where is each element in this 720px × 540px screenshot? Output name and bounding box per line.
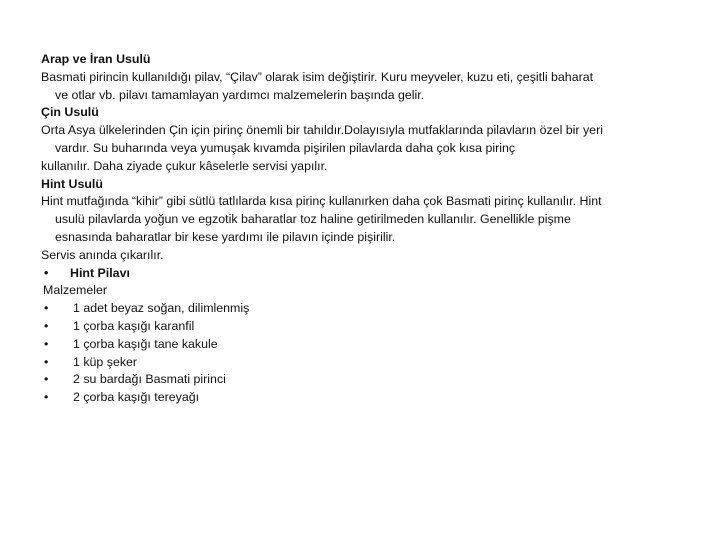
- list-item: [41, 354, 681, 372]
- hint-paragraph-line-2: usulü pilavlarda yoğun ve egzotik baharatlar toz haline getirilmeden kullanılır. Genellikle pişme: [55, 212, 571, 227]
- arap-paragraph-line-1: Basmati pirincin kullanıldığı pilav, “Çilav” olarak isim değiştirir. Kuru meyveler, kuzu eti, çeşitli baharat: [41, 69, 594, 84]
- ingredient-text: 2 çorba kaşığı tereyağı: [73, 390, 200, 405]
- ingredients-heading: Malzemeler: [43, 283, 108, 298]
- cin-heading: Çin Usulü: [41, 105, 99, 120]
- document-body: [41, 51, 681, 407]
- list-item: [41, 371, 681, 389]
- hint-paragraph-2: Servis anında çıkarılır.: [41, 247, 164, 262]
- hint-paragraph-line-1: Hint mutfağında “kihir” gibi sütlü tatlılarda kısa pirinç kullanırken daha çok Basmati pirinç kullanılır. Hint: [41, 194, 602, 209]
- cin-paragraph-line-2: vardır. Su buharında veya yumuşak kıvamda pişirilen pilavlarda daha çok kısa pirinç: [55, 140, 516, 155]
- bullet-icon: •: [44, 265, 49, 280]
- ingredient-text: 1 çorba kaşığı karanfil: [73, 318, 195, 333]
- arap-paragraph-line-2: ve otlar vb. pilavı tamamlayan yardımcı malzemelerin başında gelir.: [55, 87, 425, 102]
- ingredient-text: 1 çorba kaşığı tane kakule: [73, 336, 218, 351]
- recipe-title: Hint Pilavı: [70, 265, 130, 280]
- bullet-icon: •: [44, 372, 49, 387]
- ingredient-text: 1 küp şeker: [73, 354, 138, 369]
- ingredient-text: 2 su bardağı Basmati pirinci: [73, 372, 226, 387]
- ingredient-list: [41, 300, 681, 407]
- bullet-icon: •: [44, 336, 49, 351]
- list-item: [41, 336, 681, 354]
- ingredient-text: 1 adet beyaz soğan, dilimlenmiş: [73, 301, 250, 316]
- recipe-title-row: [41, 265, 681, 283]
- hint-heading: Hint Usulü: [41, 176, 103, 191]
- hint-paragraph-line-3: esnasında baharatlar bir kese yardımı ile pilavın içinde pişirilir.: [55, 229, 396, 244]
- cin-paragraph-line-1: Orta Asya ülkelerinden Çin için pirinç önemli bir tahıldır.Dolayısıyla mutfaklarında pilavların özel bir yeri: [41, 123, 603, 138]
- list-item: [41, 300, 681, 318]
- cin-paragraph-2: kullanılır. Daha ziyade çukur kâselerle servisi yapılır.: [41, 158, 328, 173]
- list-item: [41, 318, 681, 336]
- bullet-icon: •: [44, 301, 49, 316]
- list-item: [41, 389, 681, 407]
- bullet-icon: •: [44, 354, 49, 369]
- bullet-icon: •: [44, 390, 49, 405]
- arap-heading: Arap ve İran Usulü: [41, 52, 151, 66]
- bullet-icon: •: [44, 318, 49, 333]
